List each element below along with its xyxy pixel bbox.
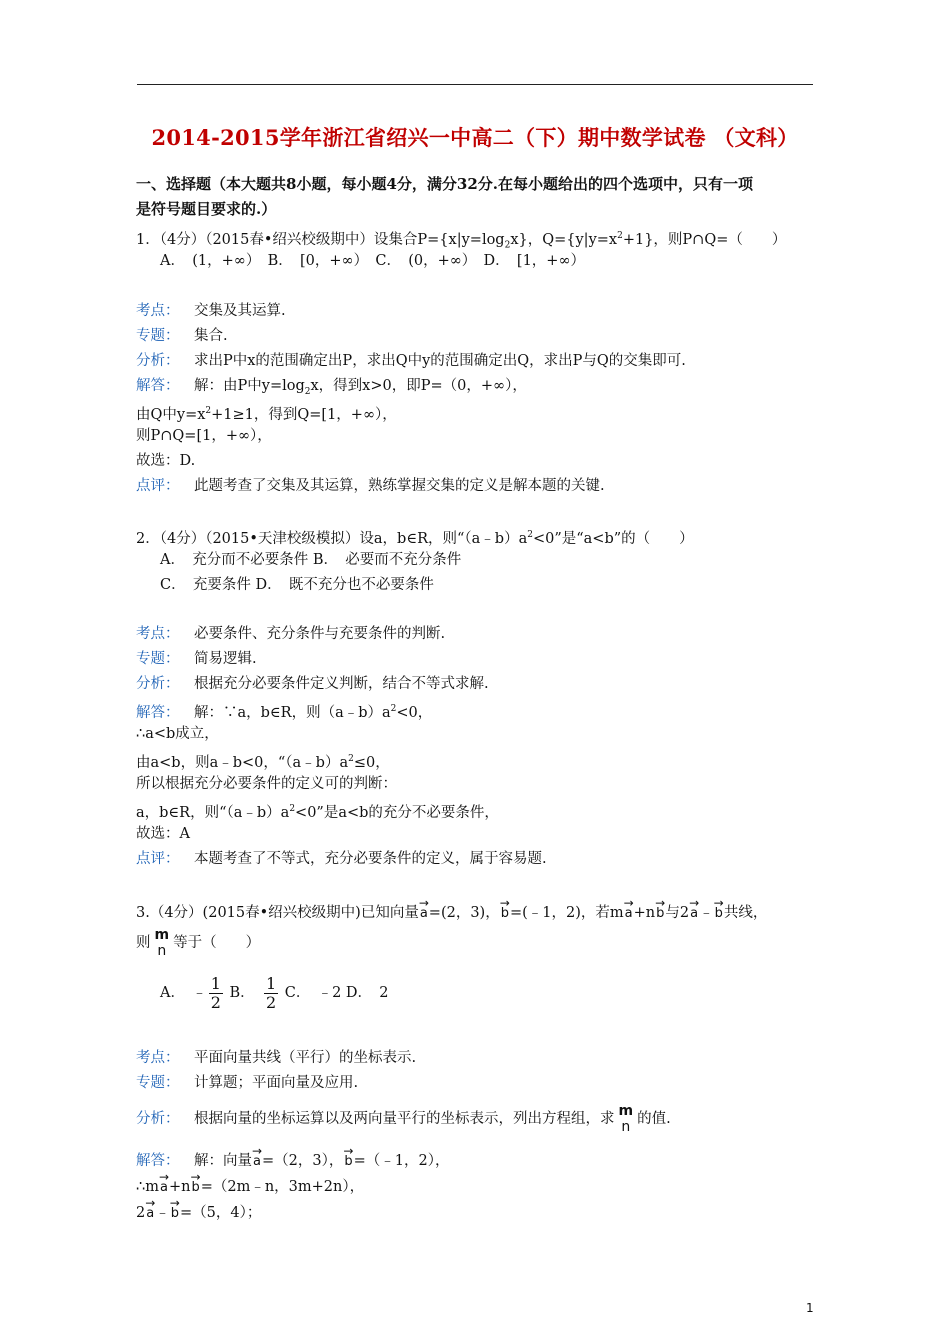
- q3-stem: 3.（4分）(2015春•绍兴校级期中)已知向量→ a=(2，3)，→ b=(﹣1，2)，若m→ a+n→ b与2→ a﹣→ b共线，: [136, 897, 767, 924]
- page-number: 1: [806, 1301, 814, 1315]
- vector-b: → b: [715, 897, 723, 924]
- q1-zhuanti: 专题： 集合.: [136, 328, 228, 344]
- section-heading-line1: 一、选择题（本大题共8小题，每小题4分，满分32分.在每小题给出的四个选项中，只有一项: [136, 175, 753, 193]
- q1-stem: 1．（4分）（2015春•绍兴校级期中）设集合$P=\{x|y=\log_2x\}$，$Q=\{y|y=x^2+1\}$，则P∩Q=（ ）: [136, 231, 787, 251]
- q3-stem-line2: 则 m n 等于（ ）: [136, 927, 261, 959]
- vector-a: → a: [146, 1197, 154, 1224]
- fraction-one-half: $\frac{1}{2}$: [265, 973, 277, 1012]
- q2-stem: 2．（4分）（2015•天津校级模拟）设a，b∈R，则“$(a﹣b)a^2<0$”是“a<b”的（ ）: [136, 530, 694, 547]
- q2-step3: 所以根据充分必要条件的定义可的判断：: [136, 776, 397, 792]
- q2-step5: 故选：A: [136, 826, 190, 842]
- q3-jieda: 解答： 解：向量→ a=（2，3），→ b=（﹣1，2），: [136, 1145, 449, 1172]
- q1-step2: 则P∩Q=[1，+∞），: [136, 428, 272, 444]
- q1-kaodian: 考点： 交集及其运算.: [136, 303, 286, 319]
- q2-fenxi: 分析： 根据充分必要条件定义判断，结合不等式求解.: [136, 676, 489, 692]
- q1-step1: 由Q中$y=x^2+1\ge 1$，得到Q=[1，+∞），: [136, 406, 397, 423]
- q1-dianping: 点评： 此题考查了交集及其运算，熟练掌握交集的定义是解本题的关键.: [136, 478, 605, 494]
- q2-step4: a，b∈R，则“$(a﹣b)a^2<0$”是a<b的充分不必要条件，: [136, 804, 499, 821]
- vector-a: → a: [160, 1171, 168, 1198]
- q3-zhuanti: 专题： 计算题；平面向量及应用.: [136, 1075, 359, 1091]
- q2-step1: ∴a<b成立，: [136, 726, 219, 742]
- vector-b: → b: [171, 1197, 179, 1224]
- q3-kaodian: 考点： 平面向量共线（平行）的坐标表示.: [136, 1050, 417, 1066]
- section-heading-line2: 是符号题目要求的.）: [136, 200, 277, 218]
- q2-step2: 由a<b，则a﹣b<0，“$(a﹣b)a^2\le 0$，: [136, 754, 390, 771]
- q3-step2: 2→ a﹣→ b=（5，4）；: [136, 1197, 261, 1224]
- fraction-one-half: $\frac{1}{2}$: [210, 973, 221, 1012]
- fraction-m-over-n: m n: [154, 927, 170, 959]
- q1-step3: 故选：D.: [136, 453, 196, 469]
- page-title: 2014-2015学年浙江省绍兴一中高二（下）期中数学试卷 （文科）: [151, 125, 799, 150]
- vector-b: → b: [191, 1171, 199, 1198]
- q2-dianping: 点评： 本题考查了不等式，充分必要条件的定义，属于容易题.: [136, 851, 547, 867]
- q2-options-2: C． 充要条件 D． 既不充分也不必要条件: [160, 577, 434, 593]
- q3-options: A． ﹣ $\frac{1}{2}$ B． $\frac{1}{2}$ C． ﹣2 D． 2: [160, 973, 389, 1012]
- vector-a: → a: [625, 897, 633, 924]
- q2-jieda: 解答： 解：∵a，b∈R，则$(a﹣b)a^2<0$，: [136, 704, 433, 721]
- q3-fenxi: 分析： 根据向量的坐标运算以及两向量平行的坐标表示，列出方程组，求 m n 的值.: [136, 1103, 671, 1135]
- q1-options: A． (1，+∞） B． [0，+∞） C． (0，+∞） D． [1，+∞）: [160, 253, 586, 269]
- vector-a: → a: [420, 897, 428, 924]
- q2-zhuanti: 专题： 简易逻辑.: [136, 651, 257, 667]
- header-rule: [137, 84, 813, 85]
- vector-b: → b: [656, 897, 664, 924]
- q1-fenxi: 分析： 求出P中x的范围确定出P，求出Q中y的范围确定出Q，求出P与Q的交集即可.: [136, 353, 686, 369]
- vector-b: → b: [501, 897, 509, 924]
- vector-b: → b: [344, 1145, 352, 1172]
- vector-a: → a: [253, 1145, 261, 1172]
- vector-a: → a: [690, 897, 698, 924]
- q2-options-1: A． 充分而不必要条件 B． 必要而不充分条件: [160, 552, 462, 568]
- q3-step1: ∴m→ a+n→ b=（2m﹣n，3m+2n），: [136, 1171, 364, 1198]
- fraction-m-over-n: m n: [618, 1103, 634, 1135]
- q1-jieda: 解答： 解：由P中$y=\log_2x$，得到x>0，即P=（0，+∞），: [136, 378, 527, 397]
- q2-kaodian: 考点： 必要条件、充分条件与充要条件的判断.: [136, 626, 446, 642]
